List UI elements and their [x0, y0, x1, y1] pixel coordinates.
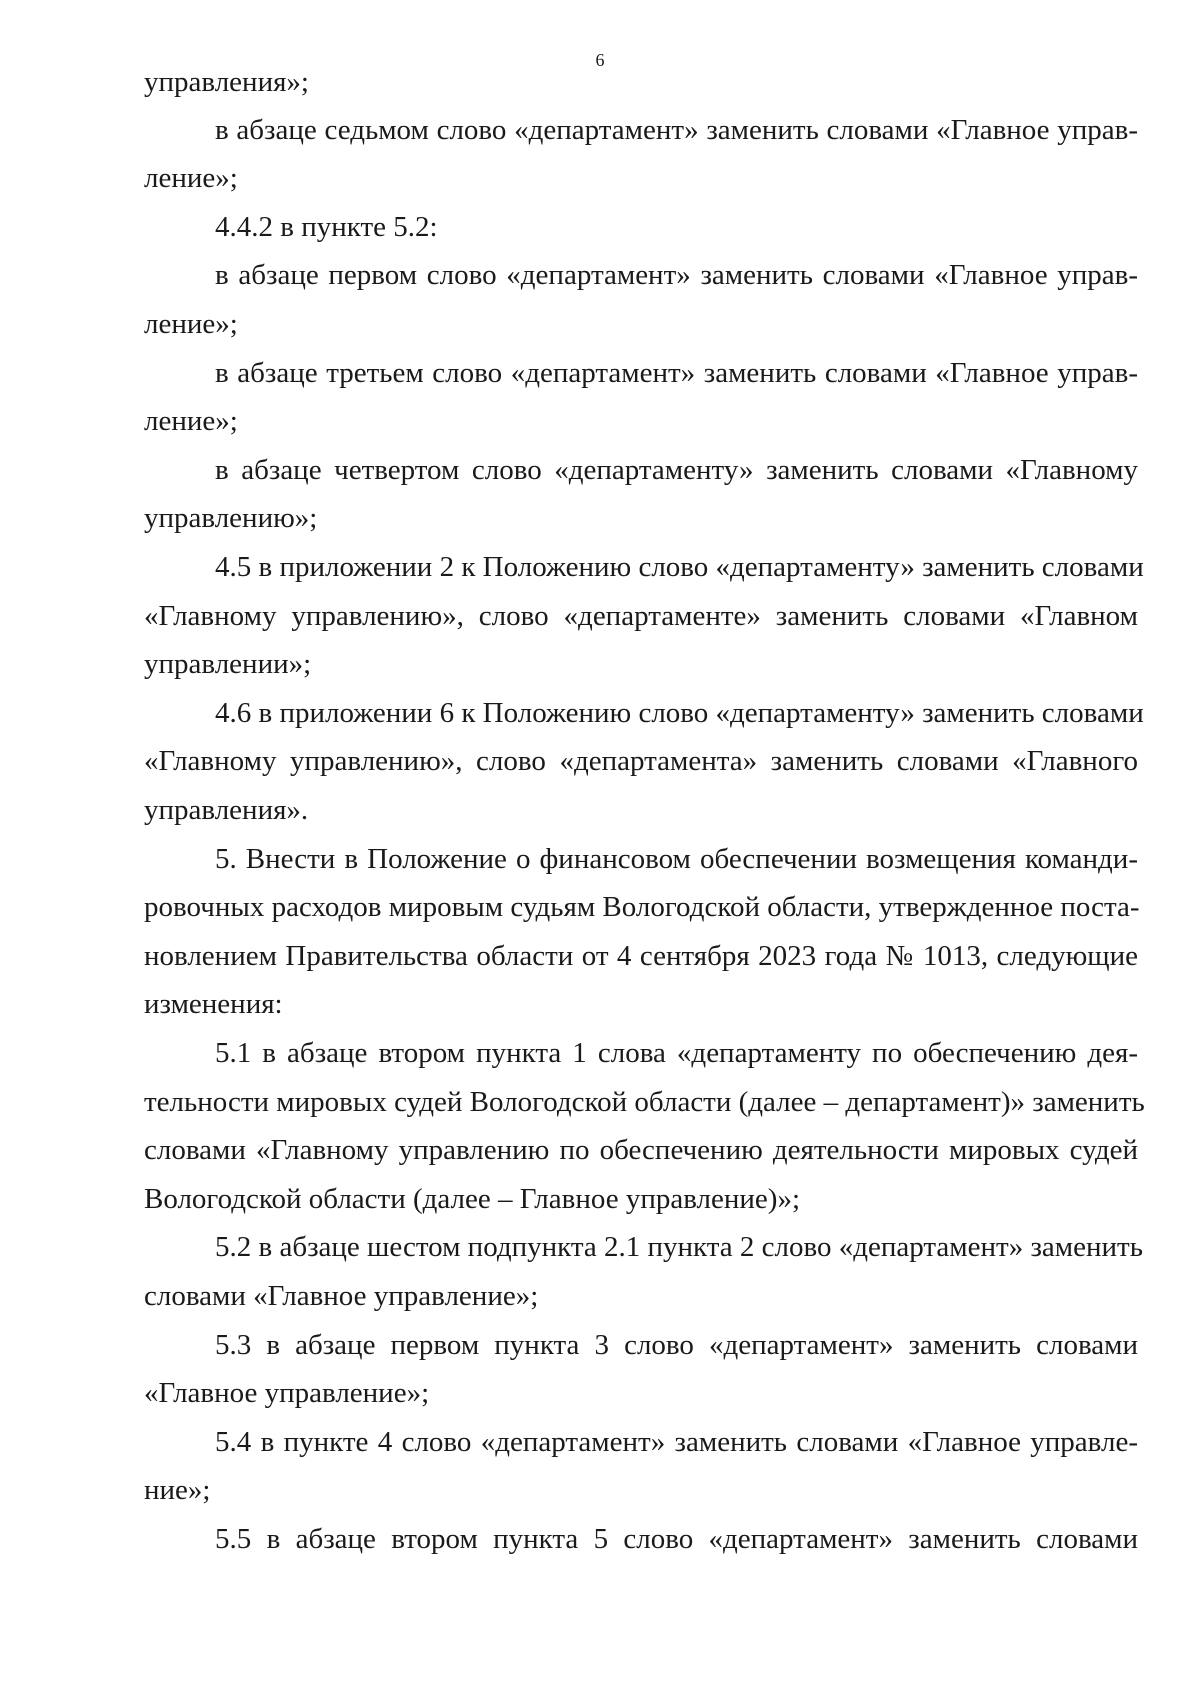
text-line: словами «Главное управление»;: [144, 1280, 539, 1312]
text-line: 5.1 в абзаце втором пункта 1 слова «департаменту по обеспечению дея-: [215, 1037, 1138, 1069]
text-line: новлением Правительства области от 4 сентября 2023 года № 1013, следующие: [144, 940, 1138, 972]
text-line: изменения:: [144, 988, 283, 1020]
text-line: управления»;: [144, 66, 309, 98]
text-line: ление»;: [144, 308, 238, 340]
text-line: 5.2 в абзаце шестом подпункта 2.1 пункта 2 слово «департамент» заменить: [215, 1231, 1143, 1263]
text-line: управлению»;: [144, 502, 318, 534]
text-line: 4.4.2 в пункте 5.2:: [215, 211, 438, 243]
text-line: в абзаце седьмом слово «департамент» заменить словами «Главное управ-: [215, 114, 1138, 146]
page-number: 6: [595, 50, 605, 70]
text-line: 4.6 в приложении 6 к Положению слово «департаменту» заменить словами: [215, 697, 1144, 729]
text-line: управлении»;: [144, 648, 312, 680]
text-line: 5. Внести в Положение о финансовом обеспечении возмещения команди-: [215, 843, 1138, 875]
text-line: «Главному управлению», слово «департамента» заменить словами «Главного: [144, 745, 1138, 777]
text-line: Вологодской области (далее – Главное управление)»;: [144, 1183, 801, 1215]
text-line: 5.5 в абзаце втором пункта 5 слово «департамент» заменить словами: [215, 1523, 1138, 1555]
text-line: в абзаце первом слово «департамент» заменить словами «Главное управ-: [215, 259, 1138, 291]
text-line: ление»;: [144, 162, 238, 194]
text-line: управления».: [144, 794, 309, 826]
text-line: ровочных расходов мировым судьям Вологодской области, утвержденное поста-: [144, 891, 1140, 923]
text-line: ление»;: [144, 405, 238, 437]
text-line: «Главному управлению», слово «департаменте» заменить словами «Главном: [144, 600, 1138, 632]
text-line: «Главное управление»;: [144, 1377, 430, 1409]
text-line: в абзаце третьем слово «департамент» заменить словами «Главное управ-: [215, 357, 1138, 389]
text-line: в абзаце четвертом слово «департаменту» заменить словами «Главному: [215, 454, 1138, 486]
text-line: тельности мировых судей Вологодской области (далее – департамент)» заменить: [144, 1086, 1145, 1118]
text-line: 5.3 в абзаце первом пункта 3 слово «департамент» заменить словами: [215, 1329, 1138, 1361]
text-line: 5.4 в пункте 4 слово «департамент» заменить словами «Главное управле-: [215, 1426, 1138, 1458]
text-line: словами «Главному управлению по обеспечению деятельности мировых судей: [144, 1134, 1138, 1166]
text-line: ние»;: [144, 1474, 211, 1506]
text-line: 4.5 в приложении 2 к Положению слово «департаменту» заменить словами: [215, 551, 1144, 583]
